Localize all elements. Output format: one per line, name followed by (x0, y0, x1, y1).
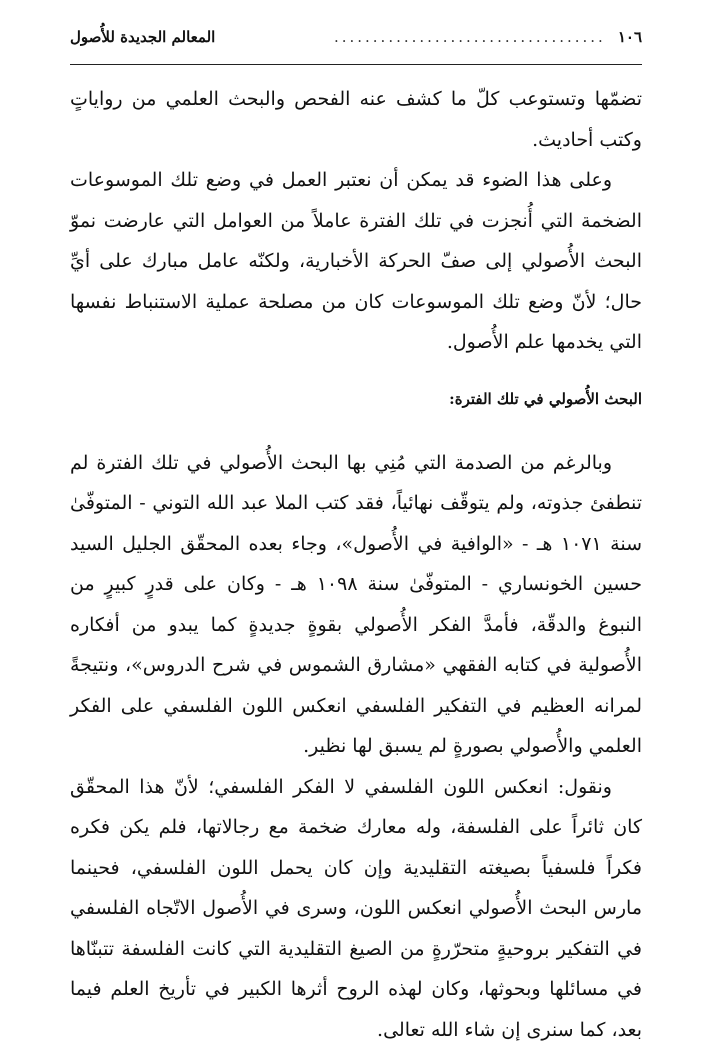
running-header (70, 28, 642, 65)
paragraph-continuation: تضمّها وتستوعب كلّ ما كشف عنه الفحص والبحث العلمي من رواياتٍ وكتب أحاديث. (70, 79, 642, 160)
paragraph-usuli-research: وبالرغم من الصدمة التي مُنِي بها البحث الأُصولي في تلك الفترة لم تنطفئ جذوته، ولم يتوقّف نهائياً، فقد كتب الملا عبد الله التوني - المتوفّىٰ سنة ١٠٧١ هـ - «الوافية في الأُصول»، وجاء بعده المحقّق الجليل السيد حسين الخونساري - المتوفّىٰ سنة ١٠٩٨ هـ - وكان على قدرٍ كبيرٍ من النبوغ والدقّة، فأمدَّ الفكر الأُصولي بقوةٍ جديدةٍ كما يبدو من أفكاره الأُصولية في كتابه الفقهي «مشارق الشموس في شرح الدروس»، ونتيجةً لمرانه العظيم في التفكير الفلسفي انعكس اللون الفلسفي على الفكر العلمي والأُصولي بصورةٍ لم يسبق لها نظير. (70, 443, 642, 767)
page-body (70, 79, 642, 1050)
running-title: المعالم الجديدة للأُصول (70, 28, 215, 46)
paragraph-philosophical-color: ونقول: انعكس اللون الفلسفي لا الفكر الفلسفي؛ لأنّ هذا المحقّق كان ثائراً على الفلسفة، وله معارك ضخمة مع رجالاتها، فلم يكن فكره فكراً فلسفياً بصيغته التقليدية وإن كان يحمل اللون الفلسفي، فحينما مارس البحث الأُصولي انعكس اللون، وسرى في الأُصول الاتّجاه الفلسفي في التفكير بروحيةٍ متحرّرةٍ من الصيغ التقليدية التي كانت الفلسفة تتبنّاها في مسائلها وبحوثها، وكان لهذه الروح أثرها الكبير في تأريخ العلم فيما بعد، كما سنرى إن شاء الله تعالى. (70, 767, 642, 1050)
leader-dots: ................................... (221, 28, 606, 46)
page-number: ١٠٦ (618, 28, 642, 46)
section-heading: البحث الأُصولي في تلك الفترة: (70, 385, 642, 413)
paragraph-encyclopedias: وعلى هذا الضوء قد يمكن أن نعتبر العمل في وضع تلك الموسوعات الضخمة التي أُنجزت في تلك الفترة عاملاً من العوامل التي عارضت نموّ البحث الأُصولي إلى صفّ الحركة الأخبارية، ولكنّه عامل مبارك على أيِّ حال؛ لأنّ وضع تلك الموسوعات كان من مصلحة عملية الاستنباط نفسها التي يخدمها علم الأُصول. (70, 160, 642, 363)
